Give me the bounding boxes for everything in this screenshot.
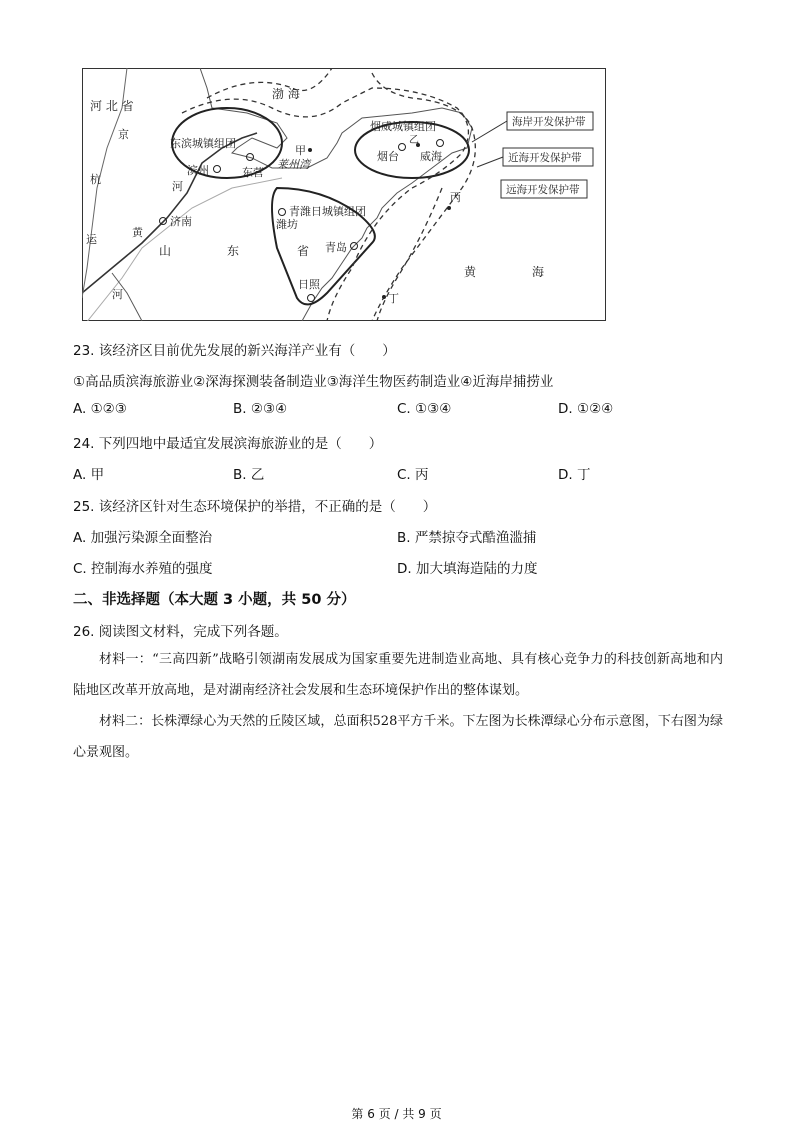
label-shan: 山 (159, 244, 172, 258)
label-jinan: 济南 (170, 215, 192, 228)
label-huanghai-huang: 黄 (464, 265, 477, 279)
label-dongying: 东营 (242, 166, 264, 179)
label-weihai: 威海 (420, 150, 442, 163)
label-he-2: 河 (112, 288, 123, 301)
shandong-peninsula-map (82, 68, 606, 321)
q25-stem: 25. 该经济区针对生态环境保护的举措，不正确的是（ ） (73, 499, 437, 515)
q23-stem: 23. 该经济区目前优先发展的新兴海洋产业有（ ） (73, 343, 396, 359)
q24-stem: 24. 下列四地中最适宜发展滨海旅游业的是（ ） (73, 436, 383, 452)
label-bing: 丙 (450, 191, 461, 204)
label-qingweiri: 青潍日城镇组团 (289, 205, 366, 218)
q24-option-a: A. 甲 (73, 467, 105, 483)
label-hebei: 河 北 省 (90, 99, 134, 113)
q25-option-d: D. 加大填海造陆的力度 (397, 561, 538, 577)
q23-option-d: D. ①②④ (558, 401, 614, 417)
label-yantai: 烟台 (377, 150, 399, 163)
label-jia: 甲 (295, 144, 306, 157)
legend-offshore: 远海开发保护带 (506, 184, 580, 196)
label-sheng: 省 (297, 244, 310, 258)
label-ding: 丁 (388, 292, 399, 305)
label-weifang: 潍坊 (276, 218, 298, 231)
q24-option-c: C. 丙 (397, 467, 429, 483)
q26-material-2: 材料二：长株潭绿心为天然的丘陵区域，总面积528平方千米。下左图为长株潭绿心分布示意图，下右图为绿心景观图。 (73, 714, 723, 760)
label-he-1: 河 (172, 180, 183, 193)
q23-option-c: C. ①③④ (397, 401, 452, 417)
legend-nearshore: 近海开发保护带 (508, 152, 582, 164)
legend-coastal: 海岸开发保护带 (512, 116, 586, 128)
section-heading: 二、非选择题（本大题 3 小题，共 50 分） (73, 592, 356, 608)
q24-option-b: B. 乙 (233, 467, 265, 483)
q25-option-b: B. 严禁掠夺式酷渔滥捕 (397, 530, 537, 546)
label-yun: 运 (86, 233, 97, 246)
label-hang: 杭 (90, 173, 101, 186)
q25-option-c: C. 控制海水养殖的强度 (73, 561, 213, 577)
q25-option-a: A. 加强污染源全面整治 (73, 530, 213, 546)
q23-option-a: A. ①②③ (73, 401, 127, 417)
label-laizhouwan: 莱州湾 (277, 158, 310, 171)
label-qingdao: 青岛 (325, 241, 347, 254)
q23-option-b: B. ②③④ (233, 401, 288, 417)
label-jing: 京 (118, 128, 129, 141)
label-rizhao: 日照 (298, 278, 320, 291)
q26-stem: 26. 阅读图文材料，完成下列各题。 (73, 624, 288, 640)
q24-option-d: D. 丁 (558, 467, 591, 483)
label-huanghai-hai: 海 (532, 265, 545, 279)
label-dongbin: 东滨城镇组团 (170, 137, 236, 150)
label-binzhou: 滨州 (187, 164, 209, 177)
label-huang-river: 黄 (132, 226, 143, 239)
label-bohai: 渤 海 (272, 87, 300, 101)
label-yi: 乙 (409, 135, 419, 146)
label-dong: 东 (227, 244, 240, 258)
q26-material-1: 材料一：“三高四新”战略引领湖南发展成为国家重要先进制造业高地、具有核心竞争力的科技创新高地和内陆地区改革开放高地，是对湖南经济社会发展和生态环境保护作出的整体谋划。 (73, 652, 723, 698)
label-yanwei: 烟威城镇组团 (370, 120, 436, 133)
q23-items: ①高品质滨海旅游业②深海探测装备制造业③海洋生物医药制造业④近海岸捕捞业 (73, 374, 554, 390)
page-footer: 第 6 页 / 共 9 页 (351, 1107, 442, 1121)
